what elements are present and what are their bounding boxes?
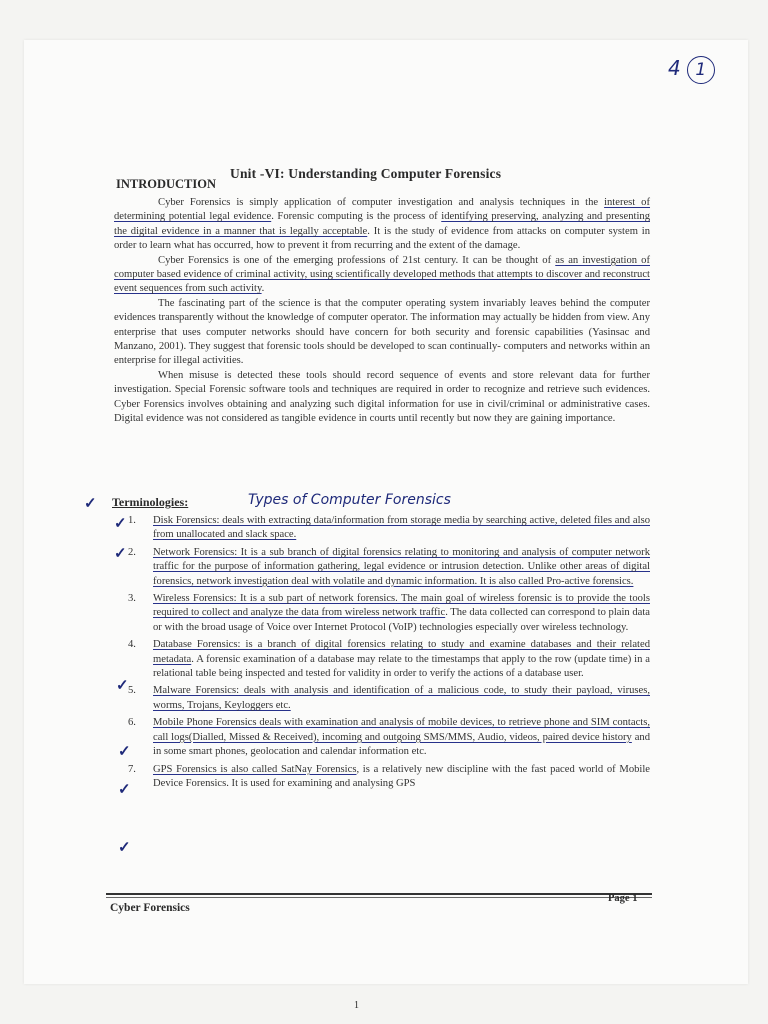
check-mark-icon: ✓ bbox=[84, 496, 97, 512]
handwritten-page-mark bbox=[668, 56, 715, 84]
check-mark-icon: ✓ bbox=[118, 744, 131, 760]
terminologies-heading: Terminologies: bbox=[112, 495, 189, 509]
page-mark-number: 4 bbox=[668, 56, 681, 80]
list-item: 2. Network Forensics: It is a sub branch of digital forensics relating to monitoring and analysis of computer network traffic for the purpose of information gathering, legal evidence or intrusion detection. Unlike other areas of digital forensics, network investigation deal with volatile and dynamic information. It is also called Pro-active forensics. bbox=[128, 546, 650, 587]
circled-number: 1 bbox=[687, 56, 715, 84]
bottom-page-number: 1 bbox=[354, 1000, 359, 1011]
intro-paragraph-1: Cyber Forensics is simply application of computer investigation and analysis techniques in the interest of determining potential legal evidence. Forensic computing is the process of identifying preserving, analyzing and presenting the digital evidence in a manner that is legally acceptable. It is the study of evidence from attacks on computer system in order to learn what has occurred, how to prevent it from recurring and the extent of the damage. bbox=[114, 197, 651, 252]
list-item: 4. Database Forensics: is a branch of digital forensics relating to study and examine databases and their related metadata. A forensic examination of a database may relate to the timestamps that apply to the row (update time) in a relational table being inspected and tested for validity in order to verify the actions of a database user. bbox=[128, 639, 650, 680]
check-mark-icon: ✓ bbox=[118, 782, 131, 798]
terminology-list bbox=[128, 514, 650, 794]
introduction-heading: INTRODUCTION bbox=[116, 177, 217, 191]
check-mark-icon: ✓ bbox=[114, 516, 127, 532]
list-item: 1. Disk Forensics: deals with extracting data/information from storage media by searching active, deleted files and also from unallocated and slack space. bbox=[128, 515, 650, 541]
check-mark-icon: ✓ bbox=[114, 546, 127, 562]
footer-rule-thin bbox=[106, 897, 652, 898]
list-item: 6. Mobile Phone Forensics deals with examination and analysis of mobile devices, to retrieve phone and SIM contacts, call logs(Dialled, Missed & Received), incoming and outgoing SMS/MMS, Audio, videos, paired device history and in some smart phones, geolocation and calendar information etc. bbox=[128, 717, 651, 758]
check-mark-icon: ✓ bbox=[118, 840, 131, 856]
intro-body bbox=[114, 196, 650, 427]
intro-paragraph-4: When misuse is detected these tools should record sequence of events and store relevant data for further investigation. Special Forensic software tools and techniques are required in order to recognize and retrieve such evidences. Cyber Forensics involves obtaining and analyzing such digital information for use in civil/criminal or administrative cases. Digital evidence was not considered as tangible evidence in courts until recently but now they are gaining importance. bbox=[114, 369, 650, 425]
handwritten-note: Types of Computer Forensics bbox=[248, 492, 451, 508]
footer-rule bbox=[106, 893, 652, 895]
footer-page-label: Page 1 bbox=[608, 893, 638, 904]
intro-paragraph-2: Cyber Forensics is one of the emerging professions of 21st century. It can be thought of as an investigation of computer based evidence of criminal activity, using scientifically developed methods that attempts to discover and reconstruct event sequences from such activity. bbox=[114, 254, 650, 295]
footer-title: Cyber Forensics bbox=[110, 902, 190, 914]
intro-paragraph-3: The fascinating part of the science is that the computer operating system invariably leaves behind the computer evidences transparently without the knowledge of computer operator. The information may actually be hidden from view. Any enterprise that uses computer networks should have concern for both security and forensic capabilities (Yasinsac and Manzano, 2001). They suggest that forensic tools should be developed to scan continually- computers and networks within an enterprise for illegal activities. bbox=[114, 297, 650, 367]
list-item: 3. Wireless Forensics: It is a sub part of network forensics. The main goal of wireless forensic is to provide the tools required to collect and analyze the data from wireless network traffic. The data collected can correspond to plain data or with the broad usage of Voice over Internet Protocol (VoIP) technologies especially over wireless technology. bbox=[128, 593, 651, 633]
unit-title: Unit -VI: Understanding Computer Forensics bbox=[230, 166, 502, 181]
check-mark-icon: ✓ bbox=[116, 678, 129, 694]
list-item: 7. GPS Forensics is also called SatNay Forensics, is a relatively new discipline with the fast paced world of Mobile Device Forensics. It is used for examining and analysing GPS bbox=[128, 763, 650, 789]
list-item: 5. Malware Forensics: deals with analysis and identification of a malicious code, to study their payload, viruses, worms, Trojans, Keyloggers etc. bbox=[128, 685, 650, 711]
